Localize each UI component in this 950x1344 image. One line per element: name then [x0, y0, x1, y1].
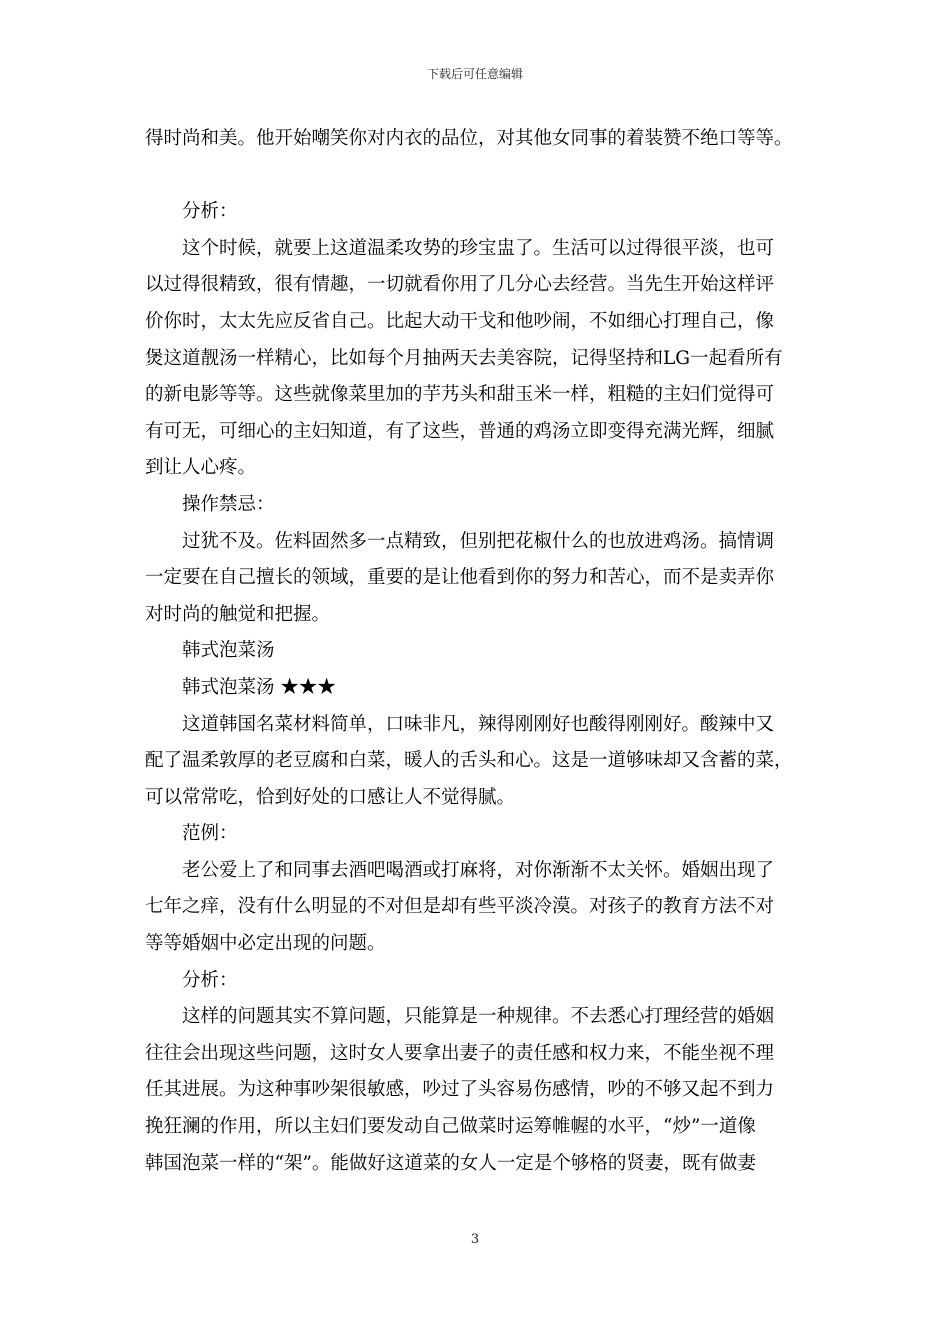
section-heading-analysis: 分析：	[182, 201, 238, 223]
body-line: 这道韩国名菜材料简单，口味非凡，辣得刚刚好也酸得刚刚好。酸辣中又	[182, 713, 775, 735]
page-number: 3	[470, 1232, 480, 1247]
body-line: 韩国泡菜一样的“架”。能做好这道菜的女人一定是个够格的贤妻，既有做妻	[145, 1152, 756, 1174]
page-header: 下载后可任意编辑	[426, 67, 523, 81]
body-line: 等等婚姻中必定出现的问题。	[145, 933, 386, 955]
dish-title: 韩式泡菜汤	[182, 640, 275, 662]
body-line: 配了温柔敦厚的老豆腐和白菜，暖人的舌头和心。这是一道够味却又含蓄的菜，	[145, 750, 793, 772]
body-line: 七年之痒，没有什么明显的不对但是却有些平淡冷漠。对孩子的教育方法不对	[145, 896, 775, 918]
body-line: 对时尚的触觉和把握。	[145, 603, 331, 625]
section-heading-taboo: 操作禁忌：	[182, 493, 275, 515]
section-heading-analysis: 分析：	[182, 969, 238, 991]
dish-rating: 韩式泡菜汤 ★★★	[182, 676, 336, 698]
body-line: 挽狂澜的作用，所以主妇们要发动自己做菜时运筹帷幄的水平，“炒”一道像	[145, 1116, 756, 1138]
body-line: 有可无，可细心的主妇知道，有了这些，普通的鸡汤立即变得充满光辉，细腻	[145, 420, 775, 442]
section-heading-example: 范例：	[182, 823, 238, 845]
body-line: 任其进展。为这种事吵架很敏感，吵过了头容易伤感情，吵的不够又起不到力	[145, 1079, 775, 1101]
body-line: 价你时，太太先应反省自己。比起大动干戈和他吵闹，不如细心打理自己，像	[145, 310, 775, 332]
body-line: 以过得很精致，很有情趣，一切就看你用了几分心去经营。当先生开始这样评	[145, 274, 775, 296]
body-line: 这个时候，就要上这道温柔攻势的珍宝盅了。生活可以过得很平淡，也可	[182, 237, 775, 259]
body-line: 老公爱上了和同事去酒吧喝酒或打麻将，对你渐渐不太关怀。婚姻出现了	[182, 859, 775, 881]
body-line: 一定要在自己擅长的领域，重要的是让他看到你的努力和苦心，而不是卖弄你	[145, 567, 775, 589]
body-line: 的新电影等等。这些就像菜里加的芋艿头和甜玉米一样，粗糙的主妇们觉得可	[145, 384, 775, 406]
body-line: 可以常常吃，恰到好处的口感让人不觉得腻。	[145, 786, 516, 808]
body-line: 这样的问题其实不算问题，只能算是一种规律。不去悉心打理经营的婚姻	[182, 1006, 775, 1028]
body-line: 煲这道靓汤一样精心，比如每个月抽两天去美容院，记得坚持和LG一起看所有	[145, 347, 783, 369]
body-line: 得时尚和美。他开始嘲笑你对内衣的品位，对其他女同事的着装赞不绝口等等。	[145, 128, 793, 149]
body-line: 过犹不及。佐料固然多一点精致，但别把花椒什么的也放进鸡汤。搞情调	[182, 530, 775, 552]
body-line: 到让人心疼。	[145, 457, 257, 479]
document-body	[145, 121, 805, 1182]
body-line: 往往会出现这些问题，这时女人要拿出妻子的责任感和权力来，不能坐视不理	[145, 1042, 775, 1064]
